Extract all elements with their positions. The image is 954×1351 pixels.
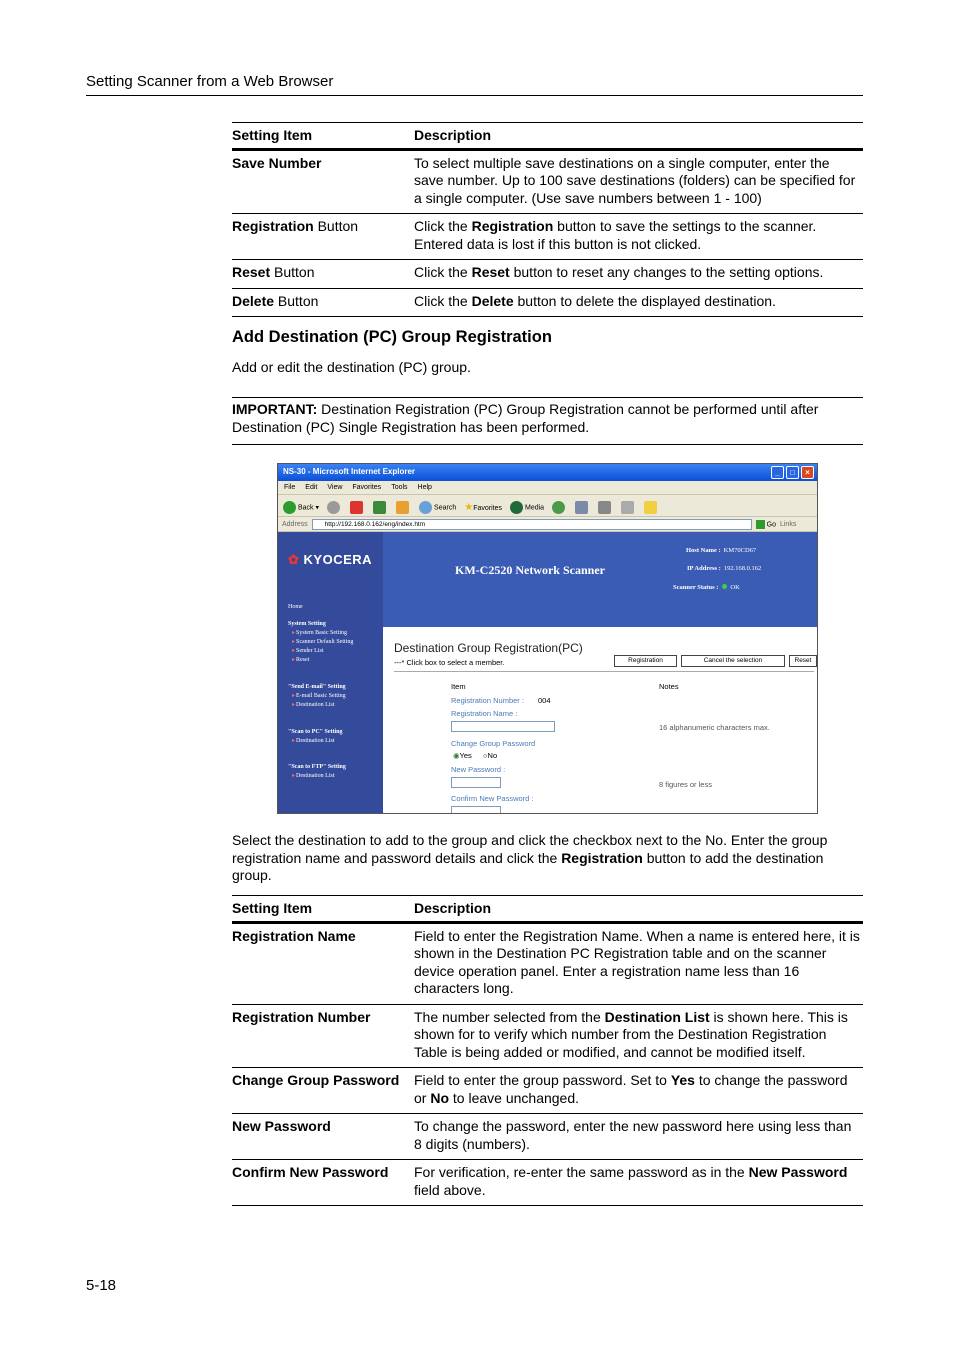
star-icon: ★ xyxy=(464,501,474,513)
confirm-password-input[interactable] xyxy=(451,806,501,814)
description-cell: Field to enter the group password. Set to Yes to change the password or No to leave unchanged. xyxy=(414,1068,863,1114)
settings-table-1 xyxy=(232,122,863,317)
header-rule xyxy=(86,95,863,96)
registration-button[interactable]: Registration xyxy=(614,655,677,667)
setting-item-cell: Registration Name xyxy=(232,922,414,1004)
col-header-setting-item: Setting Item xyxy=(232,900,313,916)
table-header-row xyxy=(232,123,863,150)
section-intro: Add or edit the destination (PC) group. xyxy=(232,359,471,375)
setting-item-cell: Confirm New Password xyxy=(232,1160,414,1206)
search-icon xyxy=(419,501,432,514)
maximize-icon[interactable]: □ xyxy=(786,466,799,479)
menu-view[interactable]: View xyxy=(327,484,343,491)
important-text: Destination Registration (PC) Group Registration cannot be performed until after Destination (PC) Single Registration has been performed. xyxy=(232,401,819,435)
nav-email-destination-list[interactable]: ▸ Destination List xyxy=(288,701,346,710)
col-header-setting-item: Setting Item xyxy=(232,127,313,143)
stop-icon[interactable] xyxy=(350,501,363,514)
nav-reset[interactable]: ▸ Reset xyxy=(288,656,353,665)
status-ok-icon xyxy=(722,584,727,589)
description-cell: For verification, re-enter the same password as in the New Password field above. xyxy=(414,1160,863,1206)
reg-number-label: Registration Number : xyxy=(451,696,524,705)
nav-scan-to-pc-setting[interactable]: "Scan to PC" Setting xyxy=(288,729,343,735)
ip-address: IP Address : 192.168.0.162 xyxy=(687,565,762,572)
new-password-input[interactable] xyxy=(451,777,501,788)
menu-bar xyxy=(278,481,817,495)
form-hint: ---* Click box to select a member. xyxy=(394,658,505,667)
setting-item-cell: Registration Number xyxy=(232,1004,414,1068)
media-icon xyxy=(510,501,523,514)
table-row xyxy=(232,149,863,214)
setting-item-cell: Save Number xyxy=(232,149,414,214)
window-titlebar xyxy=(278,464,817,481)
table-header-row xyxy=(232,896,863,923)
nav-send-email-setting[interactable]: "Send E-mail" Setting xyxy=(288,684,346,690)
instruction-paragraph: Select the destination to add to the group and click the checkbox next to the No. Enter the group registration name and password details and click the Registration button to add the destination group. xyxy=(232,832,828,883)
menu-file[interactable]: File xyxy=(284,484,296,491)
nav-sender-list[interactable]: ▸ Sender List xyxy=(288,647,353,656)
important-label: IMPORTANT: xyxy=(232,401,318,417)
go-button[interactable]: Go xyxy=(756,520,776,529)
nav-scan-to-ftp-setting[interactable]: "Scan to FTP" Setting xyxy=(288,764,346,770)
reg-number-value: 004 xyxy=(538,696,551,705)
table-row xyxy=(232,214,863,260)
history-icon[interactable] xyxy=(552,501,565,514)
nav-system-setting[interactable]: System Setting xyxy=(288,621,326,627)
col-item: Item xyxy=(451,682,466,691)
description-cell: Field to enter the Registration Name. When a name is entered here, it is shown in the Destination PC Registration table and on the scanner device operation panel. Enter a registration name less than 16 characters long. xyxy=(414,922,863,1004)
back-button[interactable]: Back ▾ xyxy=(283,501,319,514)
nav-home[interactable]: Home xyxy=(288,604,303,610)
browser-screenshot xyxy=(277,463,818,814)
mail-icon[interactable] xyxy=(575,501,588,514)
menu-edit[interactable]: Edit xyxy=(305,484,318,491)
radio-no[interactable]: ○No xyxy=(483,751,498,760)
new-password-label: New Password : xyxy=(451,765,506,774)
address-bar xyxy=(278,517,817,532)
change-password-label: Change Group Password xyxy=(451,739,536,748)
table-row xyxy=(232,1004,863,1068)
close-icon[interactable]: × xyxy=(801,466,814,479)
minimize-icon[interactable]: _ xyxy=(771,466,784,479)
nav-sidebar xyxy=(278,532,383,814)
address-input[interactable]: http://192.168.0.162/eng/index.htm xyxy=(312,519,752,530)
kyocera-logo: ✿ KYOCERA xyxy=(288,552,373,567)
reset-button[interactable]: Reset xyxy=(789,655,817,667)
radio-yes[interactable]: ◉Yes xyxy=(453,751,472,760)
edit-icon[interactable] xyxy=(621,501,634,514)
nav-ftp-destination-list[interactable]: ▸ Destination List xyxy=(288,772,346,781)
registration-name-input[interactable] xyxy=(451,721,555,732)
setting-item-cell: Reset Button xyxy=(232,260,414,289)
description-cell: To change the password, enter the new password here using less than 8 digits (numbers). xyxy=(414,1114,863,1160)
browser-toolbar xyxy=(278,495,817,517)
form-title: Destination Group Registration(PC) xyxy=(394,641,583,655)
section-title: Add Destination (PC) Group Registration xyxy=(232,328,552,346)
scanner-status: Scanner Status : OK xyxy=(673,584,740,591)
address-label: Address xyxy=(282,520,308,528)
search-button[interactable]: Search xyxy=(419,501,456,514)
product-name: KM-C2520 Network Scanner xyxy=(455,563,605,577)
running-header: Setting Scanner from a Web Browser xyxy=(86,73,334,90)
description-cell: The number selected from the Destination List is shown here. This is shown for to verify which number from the Destination Registration Table is being added or modified, and cannot be modified itself. xyxy=(414,1004,863,1068)
important-note xyxy=(232,397,863,445)
table-row xyxy=(232,260,863,289)
nav-scanner-default-setting[interactable]: ▸ Scanner Default Setting xyxy=(288,638,353,647)
table-row xyxy=(232,288,863,317)
settings-table-2 xyxy=(232,895,863,1206)
media-button[interactable]: Media xyxy=(510,501,544,514)
description-cell: Click the Reset button to reset any changes to the setting options. xyxy=(414,260,863,289)
setting-item-cell: Change Group Password xyxy=(232,1068,414,1114)
setting-item-cell: New Password xyxy=(232,1114,414,1160)
nav-pc-destination-list[interactable]: ▸ Destination List xyxy=(288,737,343,746)
go-arrow-icon xyxy=(756,520,765,529)
window-title: NS-30 - Microsoft Internet Explorer xyxy=(283,467,416,476)
menu-help[interactable]: Help xyxy=(417,484,432,491)
reg-name-label: Registration Name : xyxy=(451,709,518,718)
links-label[interactable]: Links xyxy=(779,520,797,528)
radio-selected-icon: ◉ xyxy=(453,751,460,760)
col-notes: Notes xyxy=(659,682,679,691)
reg-name-note: 16 alphanumeric characters max. xyxy=(659,723,770,732)
print-icon[interactable] xyxy=(598,501,611,514)
nav-system-basic-setting[interactable]: ▸ System Basic Setting xyxy=(288,629,353,638)
table-row xyxy=(232,922,863,1004)
host-name: Host Name : KM70CD67 xyxy=(686,547,757,554)
menu-favorites[interactable]: Favorites xyxy=(352,484,382,491)
col-header-description: Description xyxy=(414,127,492,143)
web-page xyxy=(278,532,817,814)
form-divider xyxy=(394,671,814,672)
forward-icon[interactable] xyxy=(327,501,340,514)
new-password-note: 8 figures or less xyxy=(659,780,712,789)
favorites-button[interactable]: ★Favorites xyxy=(464,501,502,513)
confirm-password-label: Confirm New Password : xyxy=(451,794,534,803)
table-row xyxy=(232,1114,863,1160)
radio-empty-icon: ○ xyxy=(483,751,488,760)
menu-tools[interactable]: Tools xyxy=(391,484,408,491)
kyocera-mark-icon: ✿ xyxy=(288,552,300,567)
folder-icon[interactable] xyxy=(644,501,657,514)
setting-item-cell: Registration Button xyxy=(232,214,414,260)
setting-item-cell: Delete Button xyxy=(232,288,414,317)
header-banner xyxy=(383,532,817,627)
description-cell: Click the Registration button to save the settings to the scanner. Entered data is lost if this button is not clicked. xyxy=(414,214,863,260)
table-row xyxy=(232,1160,863,1206)
form-area xyxy=(383,627,817,814)
back-icon xyxy=(283,501,296,514)
description-cell: Click the Delete button to delete the displayed destination. xyxy=(414,288,863,317)
refresh-icon[interactable] xyxy=(373,501,386,514)
cancel-selection-button[interactable]: Cancel the selection xyxy=(681,655,785,667)
home-icon[interactable] xyxy=(396,501,409,514)
nav-email-basic-setting[interactable]: ▸ E-mail Basic Setting xyxy=(288,692,346,701)
col-header-description: Description xyxy=(414,900,492,916)
page-number: 5-18 xyxy=(86,1277,117,1294)
table-row xyxy=(232,1068,863,1114)
description-cell: To select multiple save destinations on a single computer, enter the save number. Up to 100 save destinations (folders) can be specified for a single computer. (Use save numbers between 1 - 100) xyxy=(414,149,863,214)
